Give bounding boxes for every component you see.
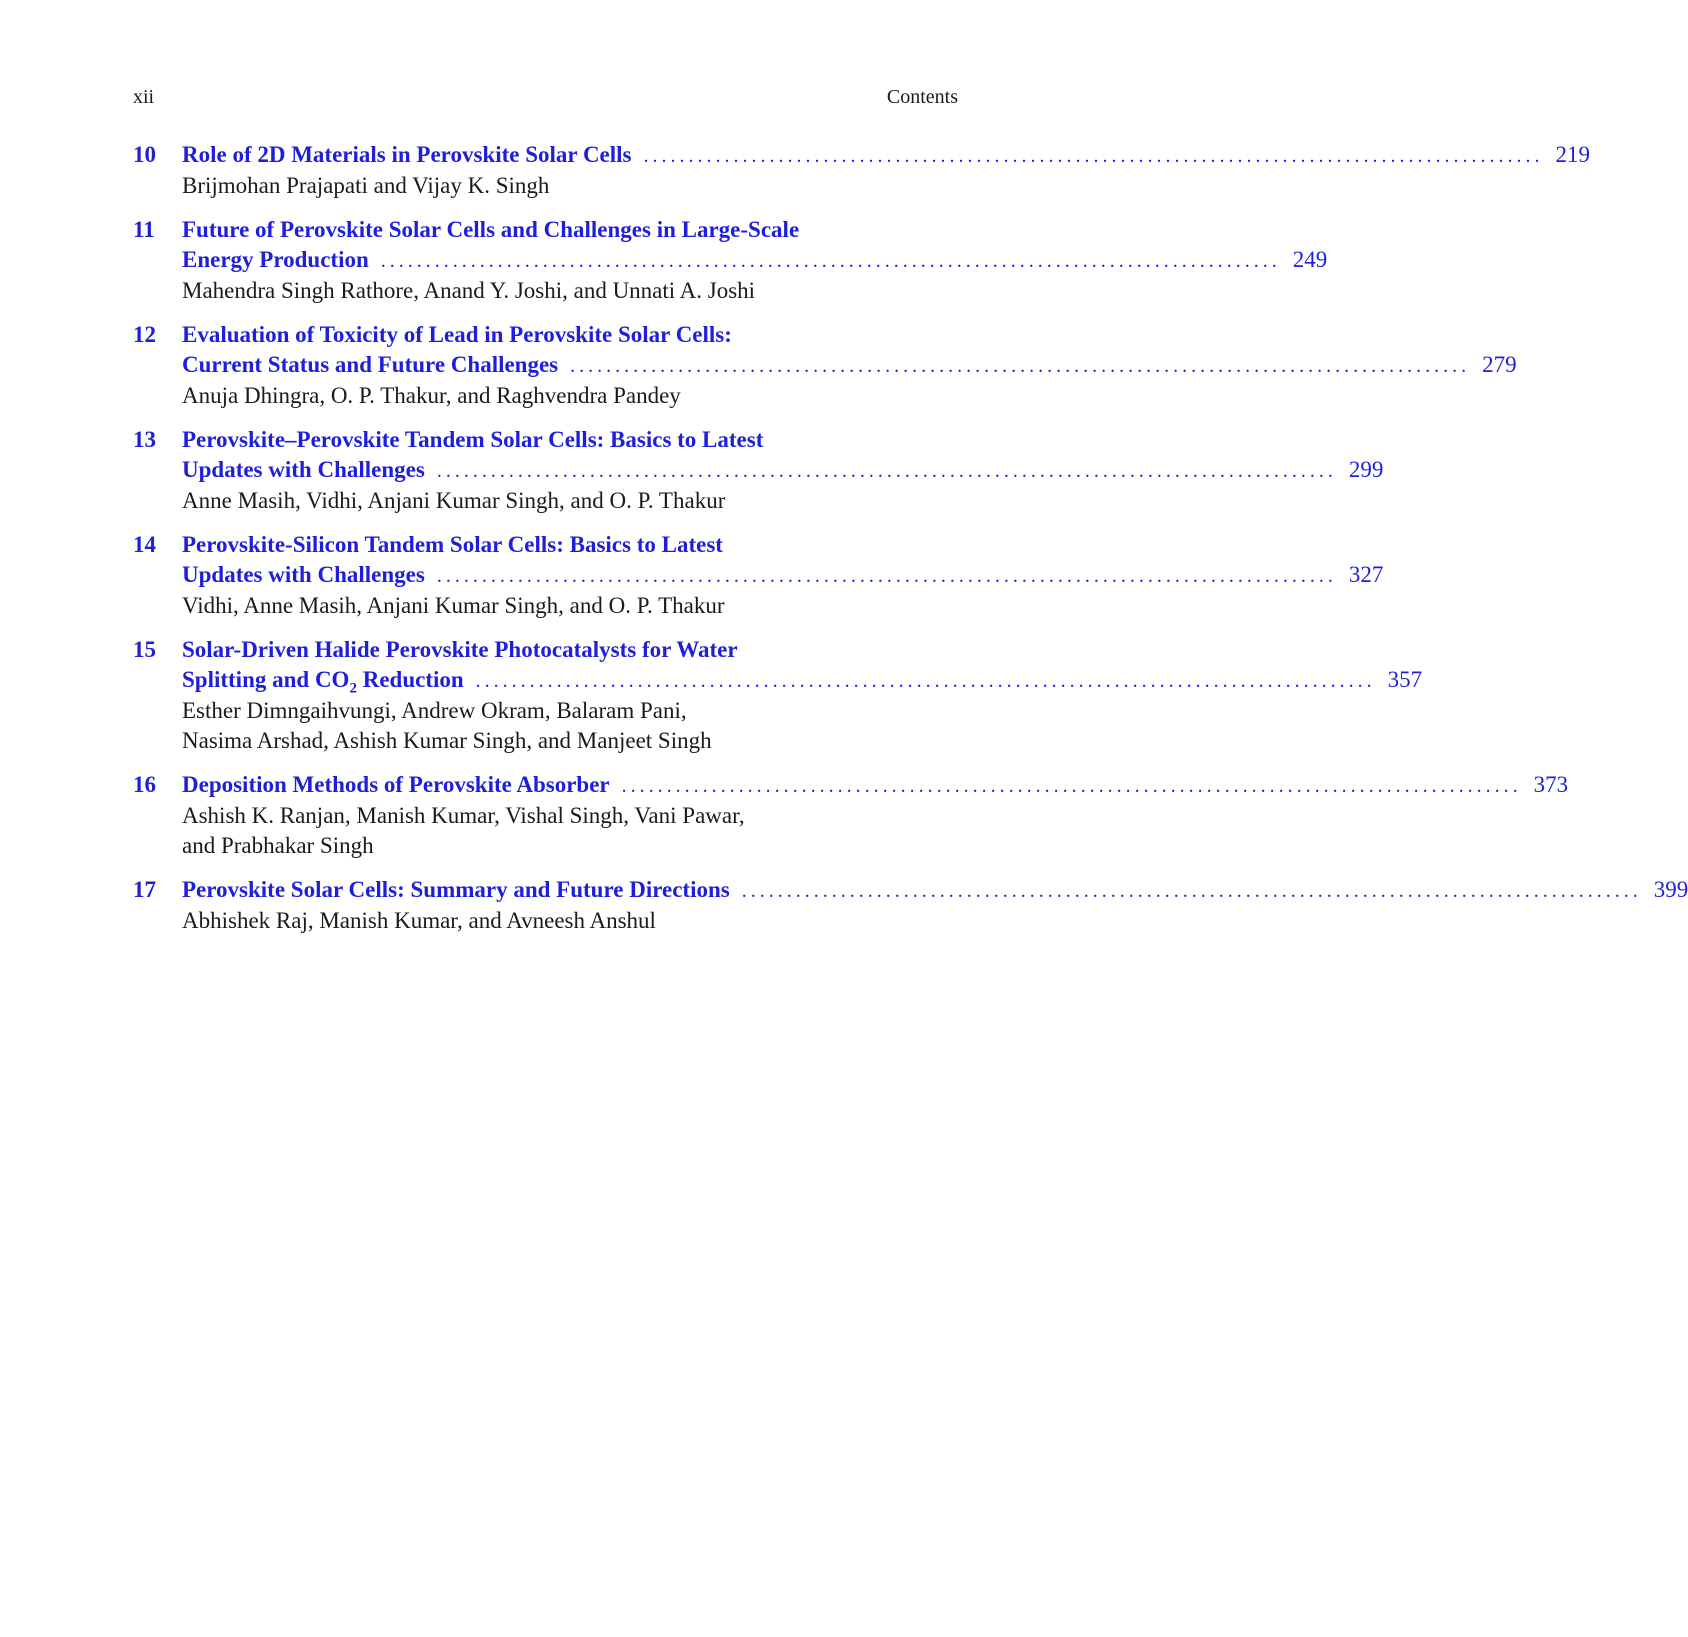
chapter-authors: Nasima Arshad, Ashish Kumar Singh, and Manjeet Singh	[182, 728, 712, 753]
chapter-title[interactable]: Updates with Challenges	[182, 457, 425, 482]
chapter-number: 15	[133, 637, 156, 662]
toc-entry-15[interactable]	[133, 635, 1423, 756]
page-ref[interactable]: 249	[1292, 247, 1328, 272]
chapter-authors: Ashish K. Ranjan, Manish Kumar, Vishal Singh, Vani Pawar,	[182, 803, 745, 828]
chapter-authors: Brijmohan Prajapati and Vijay K. Singh	[182, 173, 550, 198]
page-ref[interactable]: 299	[1348, 457, 1384, 482]
chapter-title-line[interactable]	[182, 875, 1688, 906]
dot-leader: ....................................................................................................	[741, 880, 1642, 902]
chapter-number: 10	[133, 142, 156, 167]
dot-leader: ....................................................................................................	[436, 460, 1337, 482]
chapter-authors: Mahendra Singh Rathore, Anand Y. Joshi, and Unnati A. Joshi	[182, 278, 756, 303]
chapter-authors: Esther Dimngaihvungi, Andrew Okram, Balaram Pani,	[182, 698, 687, 723]
chapter-number: 11	[133, 217, 155, 242]
chapter-title-line[interactable]	[182, 770, 1569, 801]
chapter-title[interactable]: Perovskite-Silicon Tandem Solar Cells: Basics to Latest	[182, 532, 723, 557]
chapter-title[interactable]: Solar-Driven Halide Perovskite Photocatalysts for Water	[182, 637, 738, 662]
chapter-title[interactable]: Evaluation of Toxicity of Lead in Perovskite Solar Cells:	[182, 322, 732, 347]
chapter-title[interactable]	[182, 665, 464, 695]
chapter-title[interactable]: Energy Production	[182, 247, 369, 272]
dot-leader: ....................................................................................................	[436, 565, 1337, 587]
chapter-title[interactable]: Perovskite–Perovskite Tandem Solar Cells: Basics to Latest	[182, 427, 764, 452]
dot-leader: ....................................................................................................	[621, 775, 1522, 797]
chapter-title-line[interactable]	[182, 425, 958, 455]
chapter-number: 17	[133, 877, 156, 902]
chapter-title[interactable]: Perovskite Solar Cells: Summary and Future Directions	[182, 877, 730, 902]
chapter-title-line[interactable]	[182, 455, 1384, 486]
chapter-authors: Vidhi, Anne Masih, Anjani Kumar Singh, and O. P. Thakur	[182, 593, 725, 618]
chapter-authors: Anuja Dhingra, O. P. Thakur, and Raghvendra Pandey	[182, 383, 681, 408]
chapter-title[interactable]: Current Status and Future Challenges	[182, 352, 559, 377]
page-number: xii	[133, 86, 155, 108]
toc-entry-12[interactable]	[133, 320, 1517, 411]
chapter-authors: and Prabhakar Singh	[182, 833, 374, 858]
running-head: Contents	[886, 86, 958, 108]
chapter-title-line[interactable]	[182, 665, 1423, 697]
chapter-title-line[interactable]	[182, 140, 1590, 171]
page-ref[interactable]: 327	[1348, 562, 1384, 587]
toc-entry-14[interactable]	[133, 530, 1384, 621]
dot-leader: ....................................................................................................	[475, 670, 1376, 692]
dot-leader: ....................................................................................................	[570, 355, 1471, 377]
chapter-number: 14	[133, 532, 156, 557]
page-header	[133, 86, 958, 112]
page-ref[interactable]: 357	[1387, 667, 1423, 692]
chapter-title-line[interactable]	[182, 215, 958, 245]
chapter-title[interactable]: Updates with Challenges	[182, 562, 425, 587]
chapter-number: 12	[133, 322, 156, 347]
chapter-authors: Abhishek Raj, Manish Kumar, and Avneesh Anshul	[182, 908, 656, 933]
toc-entry-17[interactable]	[133, 875, 1688, 936]
chapter-number: 16	[133, 772, 156, 797]
chapter-title[interactable]: Future of Perovskite Solar Cells and Challenges in Large-Scale	[182, 217, 800, 242]
page-ref[interactable]: 373	[1533, 772, 1569, 797]
chapter-title-line[interactable]	[182, 635, 958, 665]
toc-entry-11[interactable]	[133, 215, 1328, 306]
toc-entry-10[interactable]	[133, 140, 1590, 201]
chapter-title-line[interactable]	[182, 245, 1328, 276]
chapter-title[interactable]: Role of 2D Materials in Perovskite Solar Cells	[182, 142, 632, 167]
table-of-contents	[133, 140, 1688, 950]
chapter-title-part: Splitting and CO	[182, 667, 350, 692]
chapter-authors: Anne Masih, Vidhi, Anjani Kumar Singh, and O. P. Thakur	[182, 488, 726, 513]
dot-leader: ....................................................................................................	[380, 250, 1281, 272]
page-ref[interactable]: 399	[1653, 877, 1688, 902]
chapter-title-line[interactable]	[182, 560, 1384, 591]
chapter-title-part: Reduction	[356, 667, 464, 692]
chapter-title[interactable]: Deposition Methods of Perovskite Absorber	[182, 772, 610, 797]
dot-leader: ....................................................................................................	[643, 145, 1544, 167]
toc-entry-13[interactable]	[133, 425, 1384, 516]
subscript: 2	[349, 680, 357, 697]
chapter-number: 13	[133, 427, 156, 452]
chapter-title-line[interactable]	[182, 320, 958, 350]
chapter-title-line[interactable]	[182, 350, 1517, 381]
chapter-title-line[interactable]	[182, 530, 958, 560]
toc-entry-16[interactable]	[133, 770, 1569, 861]
page-ref[interactable]: 279	[1482, 352, 1517, 377]
page-ref[interactable]: 219	[1555, 142, 1590, 167]
